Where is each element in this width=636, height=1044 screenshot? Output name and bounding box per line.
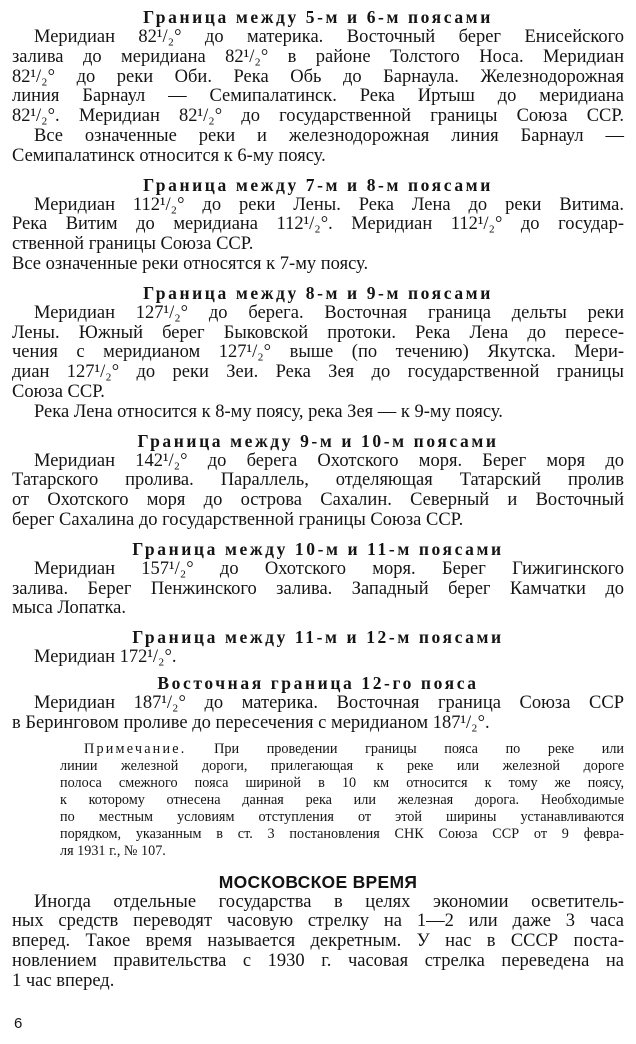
text-line: линия Барнаул — Семипалатинск. Река Иртыш до меридиана: [12, 86, 624, 107]
text-line: мыса Лопатка.: [12, 598, 127, 619]
section-heading: Граница между 10-м и 11-м поясами: [132, 538, 504, 559]
section-heading: Восточная граница 12-го пояса: [157, 672, 479, 693]
text-line: 82¹/₂°. Меридиан 82¹/₂° до государственной границы Союза ССР.: [12, 106, 624, 127]
section-paragraph: [12, 648, 624, 668]
section-heading: Граница между 5-м и 6-м поясами: [143, 7, 493, 27]
footnote: [12, 741, 624, 860]
section-heading: Граница между 8-м и 9-м поясами: [143, 282, 493, 303]
text-line: Меридиан 187¹/₂° до материка. Восточная граница Союза ССР: [34, 692, 624, 713]
text-line: ственной границы Союза ССР.: [12, 234, 254, 255]
text-line: Иногда отдельные государства в целях экономии осветитель-: [34, 891, 624, 912]
text-line: диан 127¹/₂° до реки Зеи. Река Зея до государственной границы: [12, 362, 624, 383]
text-line: новлением правительства с 1930 г. часовая стрелка переведена на: [12, 950, 624, 971]
text-line: залива. Берег Пенжинского залива. Западный берег Камчатки до: [12, 578, 624, 599]
text-line: Река Лена относится к 8-му поясу, река Зея — к 9-му поясу.: [34, 401, 503, 422]
section-heading: Граница между 11-м и 12-м поясами: [132, 627, 504, 648]
section-heading: Граница между 9-м и 10-м поясами: [137, 430, 499, 451]
section-heading: Граница между 7-м и 8-м поясами: [143, 174, 493, 195]
section-paragraph: [12, 694, 624, 734]
text-line: 82¹/₂° до реки Оби. Река Обь до Барнаула. Железнодорожная: [12, 66, 624, 87]
text-line: по местным условиям отступления от этой ширины устанавливаются: [60, 808, 624, 825]
text-line: Союза ССР.: [12, 381, 105, 402]
text-line: Река Витим до меридиана 112¹/₂°. Меридиан 112¹/₂° до государ-: [12, 214, 624, 235]
section-paragraph: [12, 893, 624, 992]
text-line: Все означенные реки относятся к 7-му поясу.: [12, 253, 369, 274]
text-line: Меридиан 127¹/₂° до берега. Восточная граница дельты реки: [34, 302, 624, 323]
note-label: Примечание.: [84, 740, 187, 757]
text-line: Лены. Южный берег Быковской протоки. Река Лена до пересе-: [12, 322, 624, 343]
text-line: Меридиан 112¹/₂° до реки Лены. Река Лена до реки Витима.: [34, 194, 624, 215]
text-line: к которому отнесена данная река или железная дорога. Необходимые: [60, 791, 624, 808]
text-line: [12, 741, 624, 758]
section-paragraph: [12, 28, 624, 167]
text-line: Все означенные реки и железнодорожная линия Барнаул —: [34, 125, 624, 146]
text-line: 1 час вперед.: [12, 970, 115, 991]
text-line: Меридиан 172¹/₂°.: [34, 647, 177, 668]
section-paragraph: [12, 452, 624, 531]
note-text: При проведении границы пояса по реке или: [214, 740, 625, 757]
text-line: от Охотского моря до острова Сахалин. Северный и Восточный: [12, 490, 624, 511]
document-page: [12, 6, 624, 992]
text-line: линии железной дороги, прилегающая к реке или железной дороге: [60, 757, 624, 774]
text-line: вперед. Такое время называется декретным. У нас в СССР поста-: [12, 931, 624, 952]
text-line: Меридиан 82¹/₂° до материка. Восточный берег Енисейского: [34, 27, 624, 47]
section-paragraph: [12, 196, 624, 275]
text-line: в Беринговом проливе до пересечения с меридианом 187¹/₂°.: [12, 712, 490, 733]
text-line: Меридиан 157¹/₂° до Охотского моря. Берег Гижигинского: [34, 558, 624, 579]
text-line: берег Сахалина до государственной границы Союза ССР.: [12, 509, 464, 530]
section-paragraph: [12, 304, 624, 423]
text-line: залива до меридиана 82¹/₂° в районе Толстого Носа. Меридиан: [12, 46, 624, 67]
text-line: Меридиан 142¹/₂° до берега Охотского моря. Берег моря до: [34, 450, 624, 471]
section-paragraph: [12, 560, 624, 619]
text-line: ных средств переводят часовую стрелку на 1—2 или даже 3 часа: [12, 911, 624, 932]
text-line: Семипалатинск относится к 6-му поясу.: [12, 145, 326, 166]
section-title: МОСКОВСКОЕ ВРЕМЯ: [218, 871, 418, 892]
text-line: порядком, указанным в ст. 3 постановления СНК Союза ССР от 9 февра-: [60, 825, 624, 842]
page-number: 6: [14, 1015, 23, 1032]
text-line: полоса смежного пояса шириной в 10 км относится к тому же поясу,: [60, 774, 624, 791]
text-line: Татарского пролива. Параллель, отделяющая Татарский пролив: [12, 470, 624, 491]
text-line: ля 1931 г., № 107.: [60, 842, 166, 859]
text-line: чения с меридианом 127¹/₂° выше (по течению) Якутска. Мери-: [12, 342, 624, 363]
